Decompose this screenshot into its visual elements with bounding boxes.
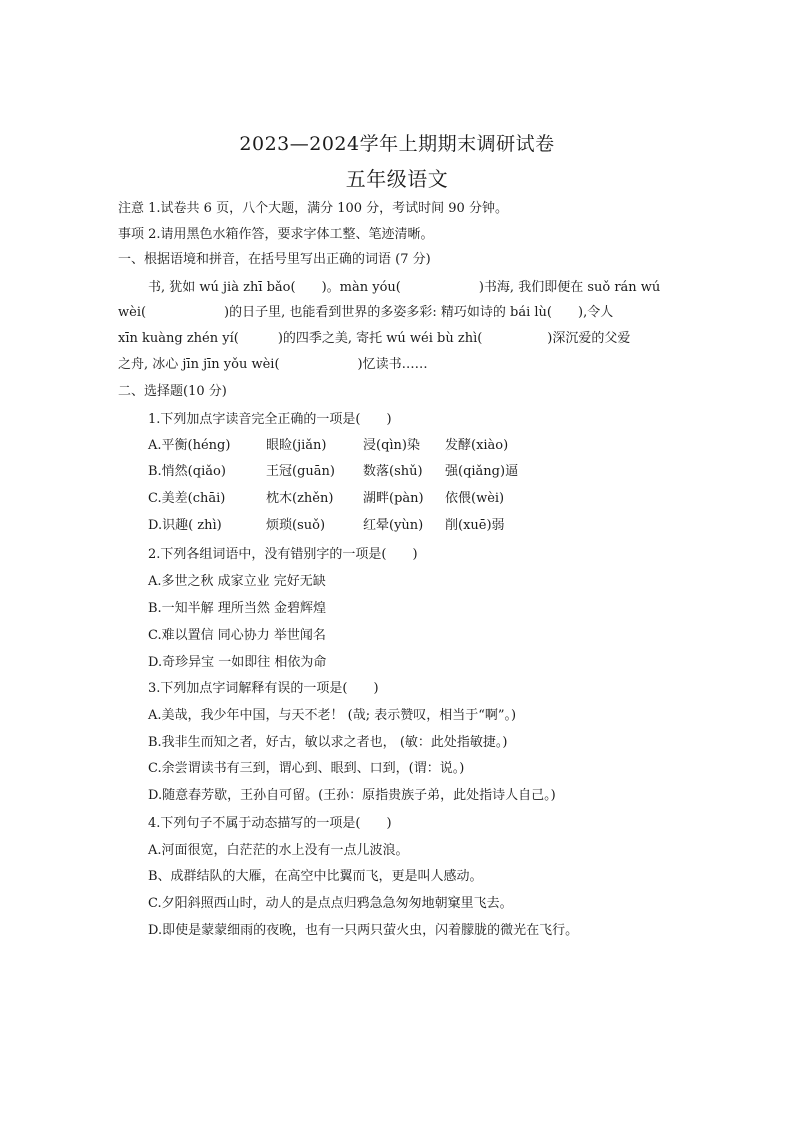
section-1-paragraph-line: wèi( )的日子里, 也能看到世界的多姿多彩: 精巧如诗的 bái lù( ),令人 (118, 305, 614, 320)
option-cell: 湖畔(pàn) (363, 491, 424, 506)
option-cell: 强(qiǎng)逼 (445, 464, 519, 479)
question-2-option: D.奇珍异宝 一如即往 相依为命 (148, 655, 327, 670)
section-1-paragraph-line: xīn kuàng zhén yí( )的四季之美, 寄托 wú wéi bù zhì( )深沉爱的父爱 (118, 331, 631, 346)
note-line-1: 注意 1.试卷共 6 页，八个大题，满分 100 分，考试时间 90 分钟。 (118, 201, 508, 216)
question-4-option: C.夕阳斜照西山时，动人的是点点归鸦急急匆匆地朝窠里飞去。 (148, 896, 513, 911)
question-1-stem: 1.下列加点字读音完全正确的一项是( ) (148, 412, 392, 427)
option-cell: 依偎(wèi) (445, 491, 505, 506)
question-2-option: A.多世之秋 成家立业 完好无缺 (148, 574, 326, 589)
option-cell: 眼睑(jiǎn) (266, 438, 327, 453)
option-cell: C.美差(chāi) (148, 491, 226, 506)
question-4-option: A.河面很宽，白茫茫的水上没有一点儿波浪。 (148, 843, 409, 858)
option-cell: 削(xuē)弱 (445, 518, 505, 533)
note-line-2: 事项 2.请用黑色水箱作答，要求字体工整、笔迹清晰。 (118, 227, 434, 242)
option-cell: 红晕(yùn) (363, 518, 424, 533)
exam-subtitle: 五年级语文 (345, 167, 449, 191)
section-2-heading: 二、选择题(10 分) (118, 384, 227, 399)
section-1-paragraph-line: 之舟, 冰心 jīn jīn yǒu wèi( )忆读书…… (118, 357, 428, 372)
question-4-option: B、成群结队的大雁，在高空中比翼而飞，更是叫人感动。 (148, 869, 483, 884)
section-1-heading: 一、根据语境和拼音，在括号里写出正确的词语 (7 分) (118, 252, 431, 267)
option-cell: D.识趣( zhì) (148, 518, 222, 533)
option-cell: 烦琐(suǒ) (266, 518, 326, 533)
section-1-paragraph-line: 书, 犹如 wú jià zhī bǎo( )。màn yóu( )书海, 我们即便在 suǒ rán wú (148, 280, 661, 295)
question-3-stem: 3.下列加点字词解释有误的一项是( ) (148, 681, 379, 696)
question-4-stem: 4.下列句子不属于动态描写的一项是( ) (148, 816, 392, 831)
question-2-option: C.难以置信 同心协力 举世闻名 (148, 628, 326, 643)
question-3-option: A.美哉，我少年中国，与天不老！ (哉; 表示赞叹，相当于“啊”。) (148, 708, 517, 723)
question-2-stem: 2.下列各组词语中，没有错别字的一项是( ) (148, 547, 418, 562)
option-cell: 王冠(guān) (266, 464, 335, 479)
option-cell: 枕木(zhěn) (266, 491, 334, 506)
option-cell: A.平衡(héng) (148, 438, 231, 453)
question-3-option: B.我非生而知之者，好古，敏以求之者也， (敏：此处指敏捷。) (148, 735, 508, 750)
exam-title: 2023—2024学年上期期末调研试卷 (239, 133, 555, 155)
question-3-option: C.余尝谓读书有三到，谓心到、眼到、口到，(谓：说。) (148, 761, 465, 776)
option-cell: 数落(shǔ) (363, 464, 423, 479)
option-cell: 浸(qìn)染 (363, 438, 420, 453)
question-3-option: D.随意春芳歇，王孙自可留。(王孙：原指贵族子弟，此处指诗人自己。) (148, 788, 556, 803)
question-4-option: D.即使是蒙蒙细雨的夜晚，也有一只两只萤火虫，闪着朦胧的微光在飞行。 (148, 923, 579, 938)
question-2-option: B.一知半解 理所当然 金碧辉煌 (148, 601, 326, 616)
option-cell: B.悄然(qiǎo) (148, 464, 226, 479)
option-cell: 发酵(xiào) (445, 438, 509, 453)
